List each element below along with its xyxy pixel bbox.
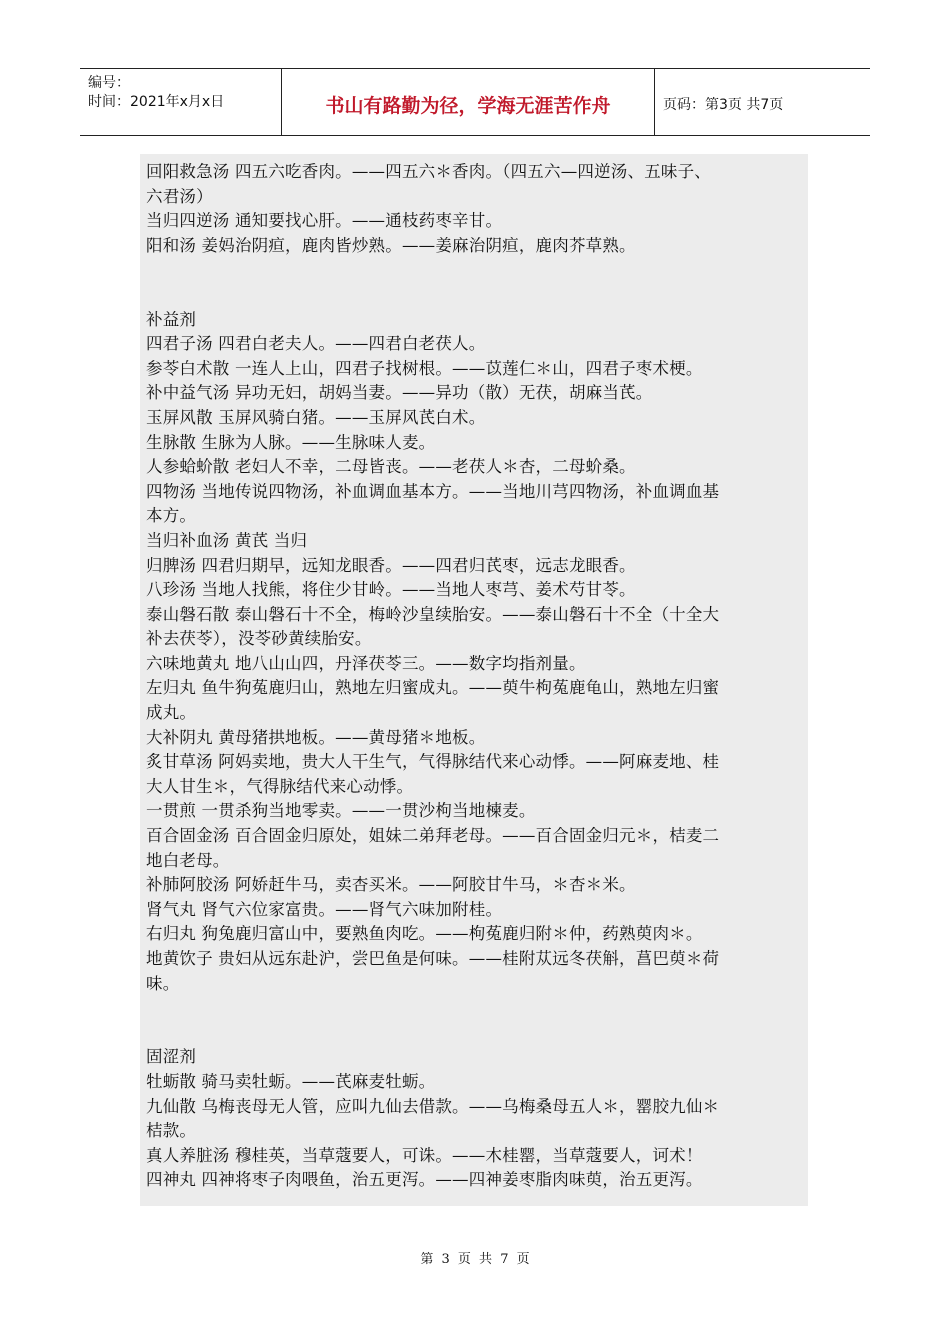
blank-line xyxy=(146,1021,802,1046)
text-line: 补去茯苓），没苓砂黄续胎安。 xyxy=(146,629,372,649)
text-line: 补益剂 xyxy=(146,309,197,329)
text-line: 成丸。 xyxy=(146,703,197,723)
document-body xyxy=(140,154,808,1206)
text-line: 当归四逆汤 通知要找心肝。——通枝药枣辛甘。 xyxy=(146,211,503,231)
number-label: 编号： xyxy=(88,75,130,91)
blank-line xyxy=(146,996,802,1021)
text-line: 四物汤 当地传说四物汤，补血调血基本方。——当地川芎四物汤，补血调血基 xyxy=(146,481,720,501)
text-line: 六君汤） xyxy=(146,186,213,206)
text-line: 味。 xyxy=(146,973,180,993)
text-line: 大人甘生＊，气得脉结代来心动悸。 xyxy=(146,776,414,796)
text-line: 地黄饮子 贵妇从远东赴沪，尝巴鱼是何味。——桂附苁远冬茯斛，菖巴萸＊荷 xyxy=(146,949,720,968)
text-line: 人参蛤蚧散 老妇人不幸，二母皆丧。——老茯人＊杏，二母蚧桑。 xyxy=(146,457,636,477)
text-line: 补中益气汤 异功无妇，胡妈当妻。——异功（散）无茯，胡麻当芪。 xyxy=(146,383,653,403)
text-line: 肾气丸 肾气六位家富贵。——肾气六味加附桂。 xyxy=(146,899,503,919)
page-header xyxy=(80,68,870,136)
text-line: 左归丸 鱼牛狗菟鹿归山，熟地左归蜜成丸。——萸牛枸菟鹿龟山，熟地左归蜜 xyxy=(146,678,720,698)
text-line: 当归补血汤 黄芪 当归 xyxy=(146,530,308,550)
header-info-cell xyxy=(80,69,282,135)
text-line: 九仙散 乌梅丧母无人管，应叫九仙去借款。——乌梅桑母五人＊，罂胶九仙＊ xyxy=(146,1096,720,1116)
text-line: 一贯煎 一贯杀狗当地零卖。——一贯沙枸当地楝麦。 xyxy=(146,801,536,821)
text-line: 百合固金汤 百合固金归原处，姐妹二弟拜老母。——百合固金归元＊，桔麦二 xyxy=(146,826,720,846)
text-line: 右归丸 狗兔鹿归富山中，要熟鱼肉吃。——枸菟鹿归附＊仲，药熟萸肉＊。 xyxy=(146,924,703,944)
blank-line xyxy=(146,258,802,283)
header-page-label: 页码：第3页 共7页 xyxy=(663,97,784,113)
text-line: 八珍汤 当地人找熊，将住少甘岭。——当地人枣芎、姜术芍甘苓。 xyxy=(146,580,636,600)
text-line: 泰山磐石散 泰山磐石十不全，梅岭沙皇续胎安。——泰山磐石十不全（十全大 xyxy=(146,604,720,624)
date-label: 时间：2021年x月x日 xyxy=(88,94,225,110)
text-line: 固涩剂 xyxy=(146,1047,197,1067)
text-line: 生脉散 生脉为人脉。——生脉味人麦。 xyxy=(146,432,436,452)
page-footer: 第 3 页 共 7 页 xyxy=(420,1252,530,1267)
text-line: 归脾汤 四君归期早，远知龙眼香。——四君归芪枣，远志龙眼香。 xyxy=(146,555,636,575)
text-line: 牡蛎散 骑马卖牡蛎。——芪麻麦牡蛎。 xyxy=(146,1071,436,1091)
header-motto: 书山有路勤为径，学海无涯苦作舟 xyxy=(282,69,655,135)
text-line: 炙甘草汤 阿妈卖地，贵大人干生气，气得脉结代来心动悸。——阿麻麦地、桂 xyxy=(146,752,720,772)
text-line: 玉屏风散 玉屏风骑白猪。——玉屏风芪白术。 xyxy=(146,407,486,427)
blank-line xyxy=(146,283,802,308)
text-line: 四君子汤 四君白老夫人。——四君白老茯人。 xyxy=(146,334,486,354)
text-line: 阳和汤 姜妈治阴疸，鹿肉皆炒熟。——姜麻治阴疸，鹿肉芥草熟。 xyxy=(146,235,636,255)
text-line: 真人养脏汤 穆桂英，当草蔻要人，可诛。——木桂罂，当草蔻要人，诃术！ xyxy=(146,1145,703,1165)
text-line: 补肺阿胶汤 阿娇赶牛马，卖杏买米。——阿胶甘牛马，＊杏＊米。 xyxy=(146,875,636,895)
text-line: 大补阴丸 黄母猪拱地板。——黄母猪＊地板。 xyxy=(146,727,486,747)
text-line: 参苓白术散 一连人上山，四君子找树根。——苡莲仁＊山，四君子枣术梗。 xyxy=(146,358,703,378)
text-line: 本方。 xyxy=(146,506,197,526)
text-line: 四神丸 四神将枣子肉喂鱼，治五更泻。——四神姜枣脂肉味萸，治五更泻。 xyxy=(146,1170,703,1190)
text-line: 地白老母。 xyxy=(146,850,230,870)
text-line: 六味地黄丸 地八山山四，丹泽茯苓三。——数字均指剂量。 xyxy=(146,653,586,673)
text-line: 桔款。 xyxy=(146,1121,197,1141)
text-line: 回阳救急汤 四五六吃香肉。——四五六＊香肉。（四五六—四逆汤、五味子、 xyxy=(146,162,711,181)
